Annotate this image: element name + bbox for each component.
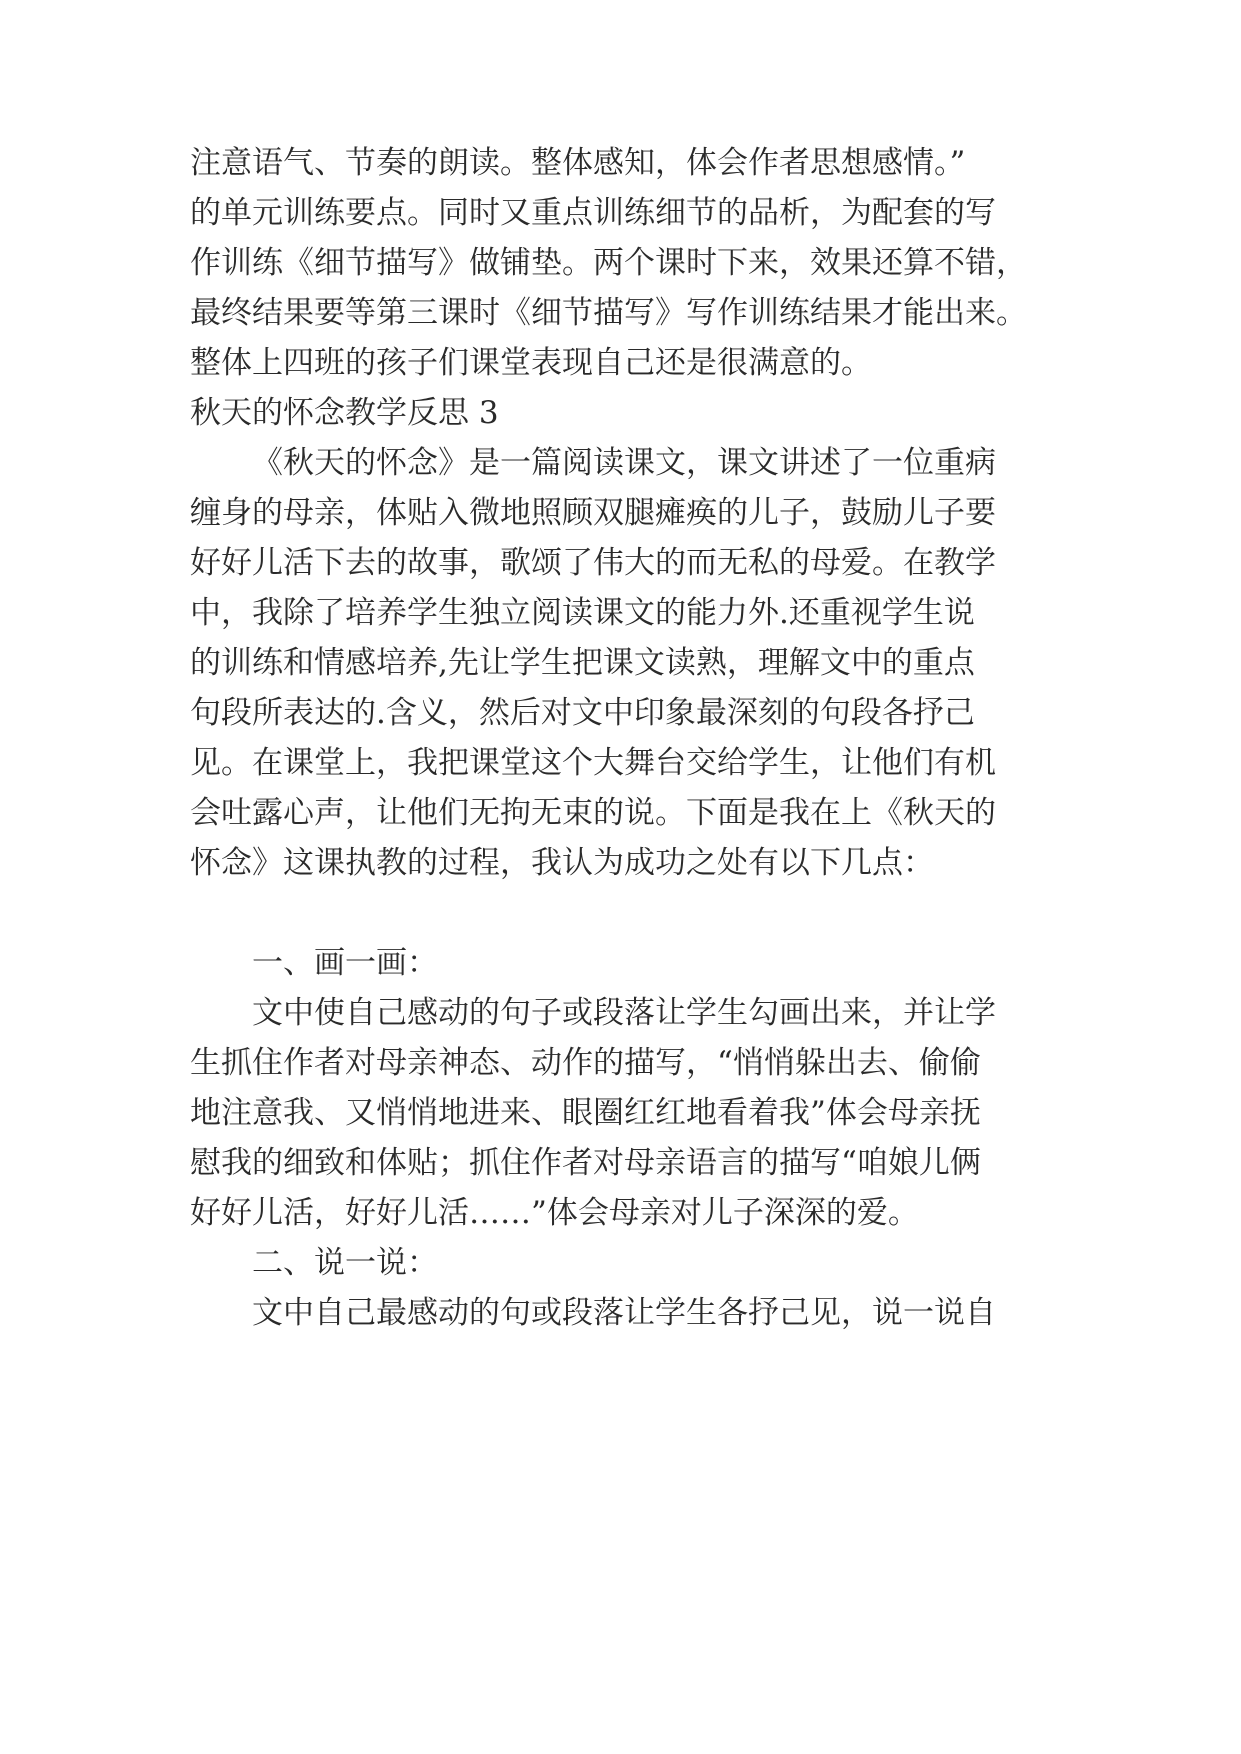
text-line: 最终结果要等第三课时《细节描写》写作训练结果才能出来。 [190, 295, 1027, 331]
text-line: 注意语气、节奏的朗读。整体感知，体会作者思想感情。” [190, 145, 966, 181]
text-line: 慰我的细致和体贴；抓住作者对母亲语言的描写“咱娘儿俩 [190, 1145, 981, 1181]
text-line: 的训练和情感培养,先让学生把课文读熟，理解文中的重点 [190, 645, 975, 681]
text-line: 作训练《细节描写》做铺垫。两个课时下来，效果还算不错， [190, 245, 1027, 281]
text-line: 中，我除了培养学生独立阅读课文的能力外.还重视学生说 [190, 595, 975, 631]
text-line: 怀念》这课执教的过程，我认为成功之处有以下几点： [190, 845, 934, 881]
text-line: 整体上四班的孩子们课堂表现自己还是很满意的。 [190, 345, 872, 381]
text-line: 生抓住作者对母亲神态、动作的描写，“悄悄躲出去、偷偷 [190, 1045, 981, 1081]
text-line: 文中自己最感动的句或段落让学生各抒己见，说一说自 [252, 1295, 996, 1331]
text-line: 见。在课堂上，我把课堂这个大舞台交给学生，让他们有机 [190, 745, 996, 781]
text-line: 地注意我、又悄悄地进来、眼圈红红地看着我”体会母亲抚 [190, 1095, 981, 1131]
list-heading: 二、说一说： [252, 1245, 438, 1281]
text-line: 好好儿活下去的故事，歌颂了伟大的而无私的母爱。在教学 [190, 545, 996, 581]
text-line: 文中使自己感动的句子或段落让学生勾画出来，并让学 [252, 995, 996, 1031]
list-heading: 一、画一画： [252, 945, 438, 981]
text-line: 缠身的母亲，体贴入微地照顾双腿瘫痪的儿子，鼓励儿子要 [190, 495, 996, 531]
text-line: 好好儿活，好好儿活……”体会母亲对儿子深深的爱。 [190, 1195, 919, 1231]
text-line: 的单元训练要点。同时又重点训练细节的品析，为配套的写 [190, 195, 996, 231]
text-line: 会吐露心声，让他们无拘无束的说。下面是我在上《秋天的 [190, 795, 996, 831]
text-line: 句段所表达的.含义，然后对文中印象最深刻的句段各抒己 [190, 695, 975, 731]
section-heading: 秋天的怀念教学反思 3 [190, 395, 499, 431]
text-line: 《秋天的怀念》是一篇阅读课文，课文讲述了一位重病 [252, 445, 996, 481]
